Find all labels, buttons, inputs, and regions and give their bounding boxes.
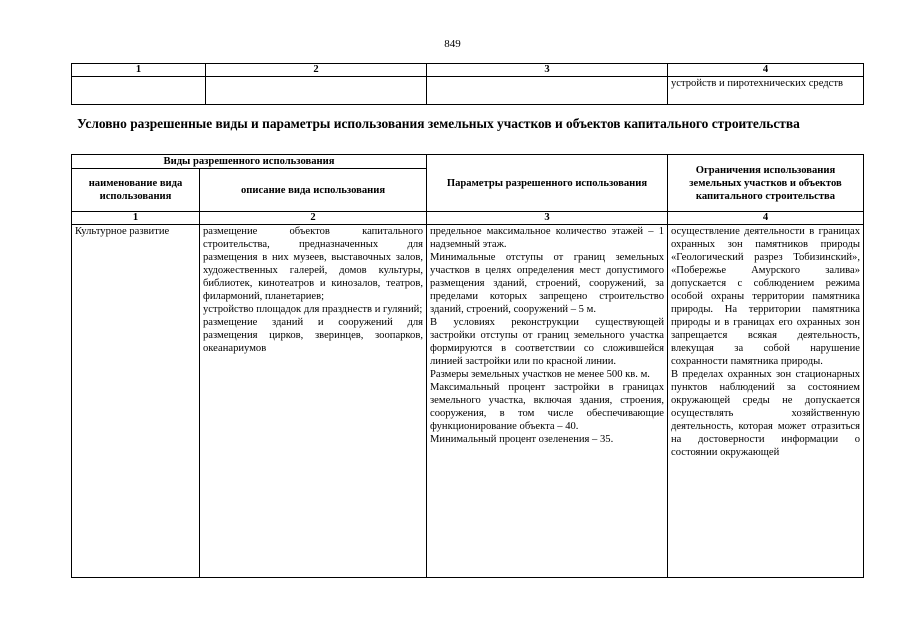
- section-heading: Условно разрешенные виды и параметры использования земельных участков и объектов капитального строительства: [77, 116, 800, 131]
- table-cell: [427, 77, 668, 105]
- column-header-description: описание вида использования: [200, 169, 427, 212]
- column-number: 4: [668, 212, 864, 225]
- table-cell: [206, 77, 427, 105]
- column-header-name: наименование вида использования: [72, 169, 200, 212]
- permitted-use-table: [71, 154, 864, 578]
- column-number: 2: [200, 212, 427, 225]
- use-restrictions-cell: осуществление деятельности в границах охранных зон памятников природы «Геологический разрез Тобизинский», «Побережье Амурского залива» допускается с соблюдением режима особой охраны территории памятника природы. На территории памятника природы и в границах его охранных зон запрещается всякая деятельность, влекущая за собой нарушение сохранности памятника природы. В пределах охранных зон стационарных пунктов наблюдений за состоянием окружающей среды не допускается осуществлять хозяйственную деятельность, которая может отразиться на достоверности информации о состоянии окружающей: [668, 225, 864, 578]
- column-header-restrictions: Ограничения использования земельных участков и объектов капитального строительства: [668, 155, 864, 212]
- column-number: 3: [427, 212, 668, 225]
- column-number: 3: [427, 64, 668, 77]
- table-cell: [72, 77, 206, 105]
- use-name-cell: Культурное развитие: [72, 225, 200, 578]
- group-header: Виды разрешенного использования: [72, 155, 427, 169]
- use-description-cell: размещение объектов капитального строительства, предназначенных для размещения в них музеев, выставочных залов, художественных галерей, домов культуры, библиотек, кинотеатров и кинозалов, театров, филармоний, планетариев; устройство площадок для празднеств и гуляний; размещение зданий и сооружений для размещения цирков, зверинцев, зоопарков, океанариумов: [200, 225, 427, 578]
- header-row: [72, 155, 864, 169]
- table-row: [72, 225, 864, 578]
- page-number: 849: [444, 38, 461, 50]
- table-row: [72, 77, 864, 105]
- continued-table: [71, 63, 864, 105]
- column-header-parameters: Параметры разрешенного использования: [427, 155, 668, 212]
- use-parameters-cell: предельное максимальное количество этажей – 1 надземный этаж. Минимальные отступы от границ земельных участков в целях определения мест допустимого размещения зданий, строений, сооружений, за пределами которых запрещено строительство зданий, строений, сооружений – 5 м. В условиях реконструкции существующей застройки отступы от границ земельного участка формируются в соответствии со сложившейся линией застройки или по красной линии. Размеры земельных участков не менее 500 кв. м. Максимальный процент застройки в границах земельного участка, включая здания, строения, сооружения, в том числе обеспечивающие функционирование объекта – 40. Минимальный процент озеленения – 35.: [427, 225, 668, 578]
- column-number: 1: [72, 212, 200, 225]
- column-number-row: [72, 64, 864, 77]
- column-number: 4: [668, 64, 864, 77]
- column-number: 1: [72, 64, 206, 77]
- table-cell: устройств и пиротехнических средств: [668, 77, 864, 105]
- column-number-row: [72, 212, 864, 225]
- column-number: 2: [206, 64, 427, 77]
